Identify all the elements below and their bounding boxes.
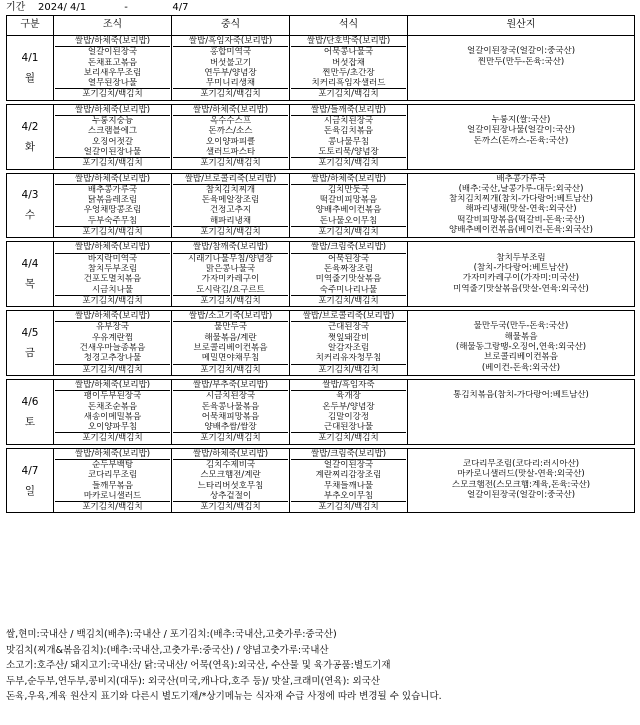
day-weekday: 월 [24, 71, 36, 84]
day-row [7, 104, 635, 169]
dish-item: 시금치된장국 [323, 116, 374, 127]
dish-item: 근대된장국 [327, 322, 370, 333]
dish-item: 건포도멸치볶음 [83, 274, 142, 285]
dish-item: 누룽지숭늉 [91, 116, 134, 127]
dish-item: 쌀밥/하체죽(보리밥) [291, 174, 406, 185]
dish-item: 포기김치/백김치 [55, 295, 170, 306]
origin-notes [6, 627, 634, 705]
dish-item: 쌀밥/들깨죽(보리밥) [291, 105, 406, 116]
dish-item: 우유계란찜 [91, 332, 134, 343]
dish-item: 쌀밥/브로콜리죽(보리밥) [173, 174, 288, 185]
dish-item: 김치만둣국 [327, 184, 370, 195]
dish-item: 열무된장나물 [87, 78, 138, 89]
breakfast-cell [54, 448, 172, 513]
dish-item: 돈육김치볶음 [323, 126, 374, 137]
dish-item: 쌀밥/하체죽(보리밥) [55, 105, 170, 116]
origin-cell [408, 379, 635, 444]
dish-item: 도토리묵/양념장 [318, 146, 379, 157]
origin-line: 마카로니샐러드(맛살-연육:외국산) [457, 469, 585, 480]
origin-line: 배추콩가루국 [496, 173, 546, 184]
dish-item: 어묵채피망볶음 [201, 411, 260, 422]
dish-item: 쌀밥/단호박죽(보리밥) [291, 36, 406, 47]
dish-item: 치커리흑임자샐러드 [311, 78, 386, 89]
dish-item: 포기김치/백김치 [173, 226, 288, 237]
dish-item: 샐러드파스타 [205, 146, 256, 157]
dish-item: 시금치된장국 [205, 391, 256, 402]
breakfast-cell [54, 379, 172, 444]
dish-item: 육개장 [336, 391, 361, 402]
origin-line: 브로콜리베이컨볶음 [484, 352, 558, 363]
dish-item: 돈채조순볶음 [87, 401, 138, 412]
col-header-origin: 원산지 [408, 16, 635, 36]
dish-item: 포기김치/백김치 [173, 157, 288, 168]
origin-line: 코다리무조림(코다리:러시아산) [462, 458, 580, 469]
dish-item: 유부장국 [96, 322, 129, 333]
dish-item: 순두부백탕 [91, 459, 134, 470]
dish-item: 쌀밥/하체죽(보리밥) [173, 449, 288, 460]
dish-item: 치커리유자청무침 [315, 353, 382, 364]
day-weekday: 토 [24, 415, 36, 428]
lunch-cell [172, 173, 290, 238]
dish-item: 돈나물오이무침 [319, 215, 378, 226]
dish-item: 홍합미역국 [209, 47, 252, 58]
origin-line: 가자미카레구이(가자미:미국산) [462, 273, 580, 284]
dish-item: 쌀밥/흑임자죽(보리밥) [173, 36, 288, 47]
origin-line [409, 449, 633, 459]
dish-item: 우엉채땅콩조림 [83, 205, 142, 216]
origin-line [409, 294, 633, 304]
dinner-cell [290, 36, 408, 101]
dish-item: 포기김치/백김치 [55, 226, 170, 237]
origin-cell [408, 448, 635, 513]
origin-line [409, 156, 633, 166]
lunch-cell [172, 311, 290, 376]
day-weekday: 화 [24, 140, 36, 153]
dish-item: 포기김치/백김치 [55, 501, 170, 512]
dish-item: 메밀면야채무침 [201, 353, 260, 364]
dish-item: 포기김치/백김치 [291, 501, 406, 512]
dish-item: 어묵콩나물국 [323, 47, 374, 58]
dish-item: 돈육메알장조림 [201, 195, 260, 206]
period-start: 2024/ 4/1 [38, 2, 87, 13]
day-date: 4/6 [21, 395, 39, 408]
note-line: 맛김치(찌개&볶음김치):(배추:국내산,고춧가루:중국산) / 양념고춧가루:국내산 [6, 644, 329, 656]
dish-item: 맑은콩나물국 [205, 263, 256, 274]
day-row [7, 448, 635, 513]
origin-cell [408, 242, 635, 307]
day-row [7, 36, 635, 101]
day-label [7, 379, 54, 444]
dish-item: 가자미카레구이 [201, 274, 260, 285]
breakfast-cell [54, 104, 172, 169]
lunch-cell [172, 242, 290, 307]
dinner-cell [290, 448, 408, 513]
origin-line: 얼갈이된장국(얼갈이:중국산) [466, 489, 576, 500]
origin-cell [408, 104, 635, 169]
dish-item: 마카로니샐러드 [83, 490, 142, 501]
dinner-cell [290, 311, 408, 376]
menu-body [7, 36, 635, 513]
dish-item: 옥수수스프 [209, 116, 252, 127]
day-row [7, 379, 635, 444]
origin-line: 참치김치찌개(참치-가다랑어:베트남산) [449, 194, 593, 205]
dish-item: 시래기나물무침/양념장 [188, 253, 273, 264]
day-date: 4/4 [21, 258, 39, 271]
dish-item: 참치김치찌개 [205, 184, 256, 195]
dish-item: 양배추베이컨볶음 [315, 205, 382, 216]
day-date: 4/5 [21, 327, 39, 340]
dish-item: 온두부/양념장 [322, 401, 375, 412]
dish-item: 떡갈비피망볶음 [319, 195, 378, 206]
day-weekday: 일 [24, 484, 36, 497]
dish-item: 버섯불고기 [209, 57, 252, 68]
meal-menu-table [6, 15, 635, 513]
dish-item: 돈육짜장조림 [323, 263, 374, 274]
dinner-cell [290, 104, 408, 169]
dish-item: 쌀밥/크림죽(보리밥) [291, 242, 406, 253]
dish-item: 어묵된장국 [327, 253, 370, 264]
day-weekday: 수 [24, 209, 36, 222]
breakfast-cell [54, 242, 172, 307]
dish-item: 쌀밥/소고기죽(보리밥) [173, 311, 288, 322]
dish-item: 포기김치/백김치 [291, 432, 406, 443]
dish-item: 배추콩가루국 [87, 184, 138, 195]
dish-item: 쌀밥/하체죽(보리밥) [55, 242, 170, 253]
dinner-cell [290, 242, 408, 307]
dish-item: 알감자조림 [327, 343, 370, 354]
dish-item: 오이양파무침 [87, 422, 138, 433]
origin-line: 해물볶음 [504, 331, 538, 342]
dish-item: 닭볶음레조림 [87, 195, 138, 206]
dish-item: 김치수제비국 [205, 459, 256, 470]
day-label [7, 104, 54, 169]
dish-item: 스크램블에그 [87, 126, 138, 137]
lunch-cell [172, 448, 290, 513]
dish-item: 쌀밥/하체죽(보리밥) [173, 105, 288, 116]
dish-item: 오징어젓갈 [91, 136, 134, 147]
dish-item: 포기김치/백김치 [173, 501, 288, 512]
origin-line [409, 421, 633, 431]
header-row [7, 16, 635, 36]
day-row [7, 242, 635, 307]
day-date: 4/3 [21, 189, 39, 202]
breakfast-cell [54, 173, 172, 238]
origin-line: 떡갈비피망볶음(떡갈비-돈육:국산) [457, 214, 585, 225]
dish-item: 바지락미역국 [87, 253, 138, 264]
origin-line: 참치두부조림 [496, 252, 546, 263]
dish-item: 코다리무조림 [87, 470, 138, 481]
dish-item: 김말이강정 [327, 411, 370, 422]
dish-item: 상추겉절이 [209, 490, 252, 501]
day-date: 4/2 [21, 120, 39, 133]
origin-line [409, 105, 633, 115]
period-header [6, 2, 189, 14]
day-date: 4/7 [21, 464, 39, 477]
origin-line: (참치-가다랑어:베트남산) [473, 262, 569, 273]
dish-item: 쌀밥/부추죽(보리밥) [173, 380, 288, 391]
dish-item: 포기김치/백김치 [55, 88, 170, 99]
dish-item: 미역줄기맛살볶음 [315, 274, 382, 285]
origin-line: 누룽지(쌀:국산) [491, 115, 551, 126]
breakfast-cell [54, 311, 172, 376]
col-header-lunch: 중식 [172, 16, 290, 36]
dish-item: 포기김치/백김치 [291, 364, 406, 375]
origin-cell [408, 173, 635, 238]
dish-item: 콩나물무침 [327, 136, 370, 147]
dish-item: 오이양파피클 [205, 136, 256, 147]
day-row [7, 173, 635, 238]
dish-item: 얼갈이된장국 [323, 459, 374, 470]
dish-item: 건정고추지 [209, 205, 252, 216]
origin-line: 양배추베이컨볶음(베이컨-돈육:외국산) [449, 225, 593, 236]
dish-item: 청경고추장나물 [83, 353, 142, 364]
dish-item: 쌀밥/하체죽(보리밥) [55, 449, 170, 460]
dish-item: 참치두부조림 [87, 263, 138, 274]
origin-line [409, 311, 633, 321]
dish-item: 얼갈이된장국 [87, 47, 138, 58]
origin-line: 미역줄기맛살볶음(맛살-연육:외국산) [453, 283, 589, 294]
dish-item: 브로콜리베이컨볶음 [193, 343, 268, 354]
dish-item: 버섯잡채 [332, 57, 365, 68]
period-dash: - [124, 2, 128, 13]
dish-item: 도시락김/요구르트 [196, 284, 265, 295]
dish-item: 숙주미나리나물 [319, 284, 378, 295]
dish-item: 쌀밥/하체죽(보리밥) [55, 174, 170, 185]
origin-line: 찐만두(만두-돈육:국산) [477, 56, 565, 67]
dish-item: 쌀밥/하체죽(보리밥) [55, 380, 170, 391]
dish-item: 들깨무볶음 [91, 480, 134, 491]
dish-item: 포기김치/백김치 [291, 88, 406, 99]
dish-item: 포기김치/백김치 [173, 295, 288, 306]
dish-item: 포기김치/백김치 [291, 295, 406, 306]
day-date: 4/1 [21, 51, 39, 64]
note-line: 소고기:호주산/ 돼지고기:국내산/ 닭:국내산/ 어묵(연육):외국산, 수산물 및 육가공품:별도기재 [6, 660, 391, 671]
dish-item: 돈까스/소스 [208, 126, 253, 137]
origin-line: 돈까스(돈까스-돈육:국산) [473, 135, 569, 146]
dish-item: 보리새우무조림 [83, 67, 142, 78]
dish-item: 쌀밥/하체죽(보리밥) [55, 311, 170, 322]
origin-line: 스모크햄전(스모크햄:계육,돈육:국산) [451, 479, 591, 490]
dinner-cell [290, 379, 408, 444]
dish-item: 찐만두/초간장 [322, 67, 375, 78]
dish-item: 양배추쌈/쌈장 [204, 422, 257, 433]
origin-line: 통김치볶음(참치-가다랑어:베트남산) [453, 390, 589, 401]
dish-item: 부추오이무침 [323, 490, 374, 501]
dish-item: 물만두국 [214, 322, 247, 333]
dish-item: 건새우마늘종볶음 [79, 343, 146, 354]
dish-item: 새송이메밀볶음 [83, 411, 142, 422]
day-weekday: 금 [24, 347, 36, 360]
dinner-cell [290, 173, 408, 238]
origin-line [409, 380, 633, 390]
dish-item: 돈채표고볶음 [87, 57, 138, 68]
dish-item: 두부숙주무침 [87, 215, 138, 226]
note-line: 두부,순두부,연두부,콩비지(대두): 외국산(미국,캐나다,호주 등)/ 맛살,크래미(연육): 외국산 [6, 675, 381, 687]
origin-line [409, 87, 633, 97]
dish-item: 해파리냉채 [209, 215, 252, 226]
dish-item: 포기김치/백김치 [291, 157, 406, 168]
dish-item: 쌀밥/흑임자죽 [291, 380, 406, 391]
day-label [7, 242, 54, 307]
lunch-cell [172, 379, 290, 444]
period-end: 4/7 [172, 2, 189, 13]
dish-item: 느타리버섯호무침 [197, 480, 264, 491]
origin-line: 얼갈이된장나물(얼갈이:국산) [466, 125, 576, 136]
day-weekday: 목 [24, 278, 36, 291]
origin-line [409, 411, 633, 421]
dish-item: 연두부/양념장 [204, 67, 257, 78]
dish-item: 포기김치/백김치 [173, 432, 288, 443]
col-header-category: 구분 [7, 16, 54, 36]
dish-item: 포기김치/백김치 [173, 364, 288, 375]
dish-item: 근대된장나물 [323, 422, 374, 433]
dish-item: 돈육콩나물볶음 [201, 401, 260, 412]
lunch-cell [172, 104, 290, 169]
origin-line: (해물동그랑땡-오징어,연육:외국산) [455, 342, 587, 353]
dish-item: 시금치나물 [91, 284, 134, 295]
day-label [7, 173, 54, 238]
origin-line [409, 67, 633, 77]
dish-item: 포기김치/백김치 [55, 432, 170, 443]
dish-item: 쌀밥/하체죽(보리밥) [55, 36, 170, 47]
dish-item: 쌀밥/크림죽(보리밥) [291, 449, 406, 460]
origin-line: 얼갈이된장국(얼갈이:중국산) [466, 46, 576, 57]
dish-item: 계란찌리감장조림 [315, 470, 382, 481]
dish-item: 무채들깨나물 [323, 480, 374, 491]
day-label [7, 311, 54, 376]
origin-line [409, 431, 633, 441]
day-label [7, 448, 54, 513]
origin-cell [408, 311, 635, 376]
dish-item: 포기김치/백김치 [173, 88, 288, 99]
period-label: 기간 [6, 2, 26, 13]
origin-line [409, 242, 633, 252]
dish-item: 쌀밥/브로콜리죽(보리밥) [291, 311, 406, 322]
dish-item: 무미니리생채 [205, 78, 256, 89]
lunch-cell [172, 36, 290, 101]
col-header-breakfast: 조식 [54, 16, 172, 36]
dish-item: 포기김치/백김치 [55, 157, 170, 168]
origin-line: 물만두국(만두-돈육:국산) [473, 321, 569, 332]
col-header-dinner: 석식 [290, 16, 408, 36]
origin-line [409, 77, 633, 87]
origin-line: (베이컨-돈육:외국산) [481, 362, 561, 373]
dish-item: 포기김치/백김치 [55, 364, 170, 375]
origin-cell [408, 36, 635, 101]
dish-item: 스모크햄전/계란 [200, 470, 261, 481]
dish-item: 포기김치/백김치 [291, 226, 406, 237]
origin-line [409, 500, 633, 510]
note-line: 돈육,우육,계육 원산지 표기와 다른시 별도기재/*상기메뉴는 식자재 수급 사정에 따라 변경될 수 있습니다. [6, 691, 442, 702]
origin-line: (배추:국산,날콩가루-대두:외국산) [458, 183, 584, 194]
dish-item: 해물볶음/계란 [204, 332, 257, 343]
dish-item: 쩟잎돼갈비 [327, 332, 370, 343]
origin-line [409, 146, 633, 156]
origin-line: 해파리냉채(맛살-연육:외국산) [465, 204, 577, 215]
day-label [7, 36, 54, 101]
day-row [7, 311, 635, 376]
breakfast-cell [54, 36, 172, 101]
dish-item: 쌀밥/참깨죽(보리밥) [173, 242, 288, 253]
dish-item: 얼갈이된장나물 [83, 146, 142, 157]
note-line: 쌀,현미:국내산 / 백김치(배추):국내산 / 포기김치:(배추:국내산,고춧가루:중국산) [6, 629, 337, 640]
origin-line [409, 36, 633, 46]
origin-line [409, 401, 633, 411]
dish-item: 팽이두부된장국 [83, 391, 142, 402]
